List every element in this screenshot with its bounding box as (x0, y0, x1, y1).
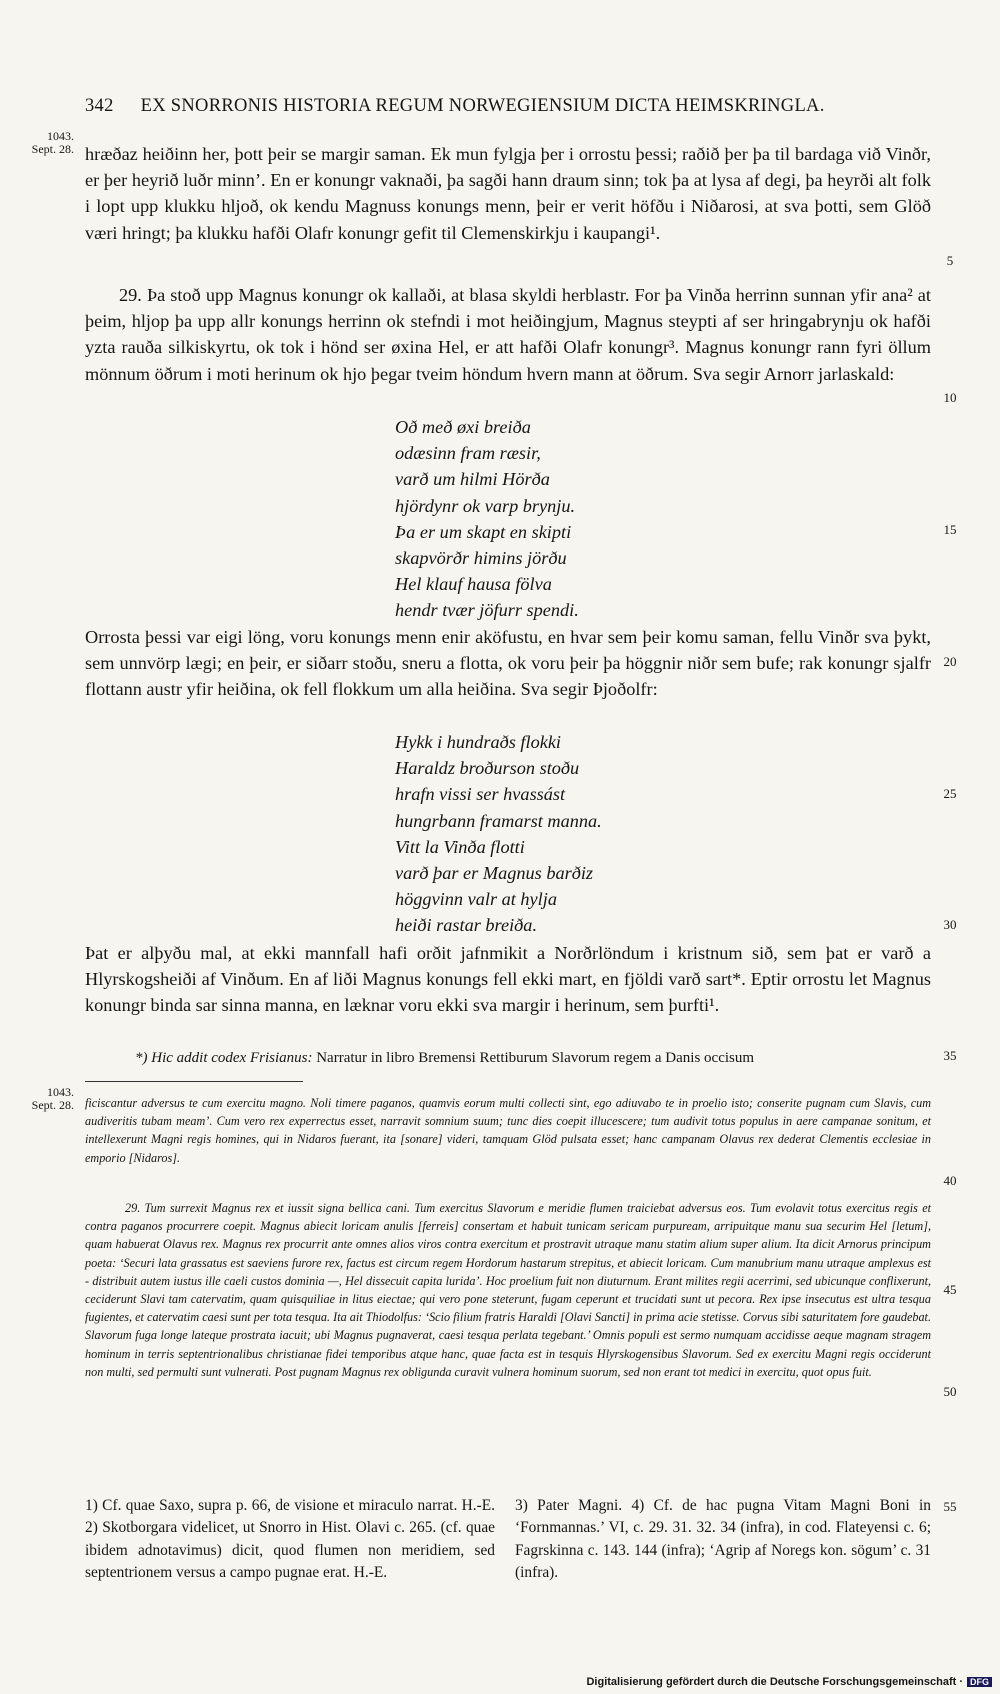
verse-line: hrafn vissi ser hvassást (395, 784, 566, 805)
margin-date: 1043. Sept. 28. (31, 129, 74, 156)
paragraph-text: Þat er alþyðu mal, at ekki mannfall hafi orðit jafnmikit a Norðrlöndum i kristnum sið, sem þat er varð a Hlyrskogsheiði af Vinðum. En af liði Magnus konungs fell ekki mart, en fjöldi varð sart*. Eptir orrostu let Magnus konungr binda sar sinna manna, en læknar voru ekki sva margir i herinum, sem þurfti¹. (85, 943, 931, 1016)
page-number: 342 (85, 96, 114, 116)
verse-block (395, 414, 579, 624)
verse-line: skapvörðr himins jörðu (395, 548, 567, 569)
line-number: 55 (943, 1499, 957, 1514)
line-number: 35 (943, 1048, 957, 1063)
line-number: 45 (943, 1282, 957, 1297)
verse-line: hjördynr ok varp brynju. (395, 495, 576, 516)
verse-block (395, 729, 602, 939)
line-number: 5 (946, 253, 954, 268)
line-number: 40 (943, 1173, 957, 1188)
line-number: 10 (943, 390, 957, 405)
page-header (85, 96, 935, 117)
verse-line: Hel klauf hausa fölva (395, 574, 552, 595)
latin-paragraph: ficiscantur adversus te cum exercitu magno. Noli timere paganos, quamvis eorum multi collecti sint, ego adiuvabo te in proelio isto; conserite pugnam cum Slavis, cum audiveritis tubam meam’. Cum vero rex experrectus esset, narravit somnium suum; tunc dies coepit illucescere; tum audivit totus populus in aere campanae sonitum, et intellexerunt Magni regis homines, qui in Nidaros fuerant, ita [sonare] videri, tamquam Glöd pulsata esset; hanc campanam Olavus rex dederat Clementis ecclesiae in emporio [Nidaros]. (85, 1096, 931, 1165)
verse-line: Oð með øxi breiða (395, 417, 531, 437)
latin-translation (85, 1094, 931, 1167)
latin-translation (85, 1199, 931, 1381)
verse-line: höggvinn valr at hylja (395, 889, 557, 910)
credit-text: Digitalisierung gefördert durch die Deutsche Forschungsgemeinschaft · (586, 1676, 963, 1688)
verse-line: hendr tvær jöfurr spendi. (395, 600, 579, 621)
line-number: 15 (943, 522, 957, 537)
verse-line: heiði rastar breiða. (395, 915, 538, 936)
digitization-credit (586, 1676, 992, 1688)
dfg-logo: DFG (967, 1677, 992, 1687)
footnotes-right: 3) Pater Magni. 4) Cf. de hac pugna Vitam Magni Boni in ‘Fornmannas.’ VI, c. 29. 31. 32. 34 (infra), in cod. Flateyensi c. 6; Fagrskinna c. 143. 144 (infra); ‘Agrip af Noregs kon. sögum’ c. 31 (infra). (515, 1497, 931, 1582)
paragraph-text: 29. Þa stoð upp Magnus konungr ok kallaði, at blasa skyldi herblastr. For þa Vinða herrinn sunnan yfir ana² at þeim, hljop þa upp allr konungs herrinn ok stefndi i mot heiðingjum, Magnus steypti af ser hringabrynju ok hafði yzta rauða silkiskyrtu, ok tok i hönd ser øxina Hel, er att hafði Olafr konungr³. Magnus konungr rann fyri öllum mönnum öðrum i moti herinum ok hjo þegar tveim höndum hvern mann at öðrum. Sva segir Arnorr jarlaskald: (85, 285, 931, 384)
line-number: 50 (943, 1384, 957, 1399)
verse-line: Hykk i hundraðs flokki (395, 732, 562, 752)
star-footnote-lead: *) Hic addit codex Frisianus: (135, 1050, 313, 1066)
verse-line: varð þar er Magnus barðiz (395, 863, 594, 884)
line-number: 30 (943, 917, 957, 932)
paragraph (85, 940, 931, 1019)
paragraph (85, 282, 931, 387)
verse-line: odæsinn fram ræsir, (395, 443, 541, 464)
line-number: 20 (943, 654, 957, 669)
verse-line: Vitt la Vinða flotti (395, 836, 525, 857)
verse-line: hungrbann framarst manna. (395, 810, 602, 831)
line-number: 25 (943, 786, 957, 801)
footnotes-left: 1) Cf. quae Saxo, supra p. 66, de visione et miraculo narrat. H.-E. 2) Skotborgara videlicet, ut Snorro in Hist. Olavi c. 265. (cf. quae ibidem adnotavimus) dicit, quod flumen non meridiem, sed septentrionem versus a campo pugnae erat. H.-E. (85, 1497, 495, 1582)
paragraph-text: hræðaz heiðinn her, þott þeir se margir saman. Ek mun fylgja þer i orrostu þessi; raðið þer þa til bardaga við Vinðr, er þer heyrið luðr minn’. En er konungr vaknaði, þa sagði hann draum sinn; tok þa at lysa af degi, þa heyrði alt folk i lopt upp klukku hljoð, ok kendu Magnuss konungs menn, þeir er verit höfðu i Niðarosi, at sva þotti, sem Glöð væri hringt; þa klukku hafði Olafr konungr gefit til Clemenskirkju i kaupangi¹. (85, 144, 931, 243)
verse-line: varð um hilmi Hörða (395, 469, 550, 490)
star-footnote-text: Narratur in libro Bremensi Rettiburum Slavorum regem a Danis occisum (316, 1050, 755, 1066)
margin-date: 1043. Sept. 28. (31, 1085, 74, 1112)
latin-paragraph: 29. Tum surrexit Magnus rex et iussit signa bellica cani. Tum exercitus Slavorum e meridie flumen traiciebat adversus eos. Tum evolavit totus exercitus regis et contra paganos procurrere coepit. Magnus abiecit loricam anulis [ferreis] consertam et habuit tunicam sericam purpuream, arripuitque manu sua securim Hel [letum], quam habuerat Olavus rex. Magnus rex procurrit ante omnes alios viros contra exercitum et prostravit utraque manu statim alium super alium. Ita dicit Arnorus principum poeta: ‘Securi lata grassatus est saeviens furore rex, factus est circum regem Hordorum hastarum strepitus, et abiecit loricam. Cum manubrium manu utraque amplexus est - distribuit autem iustus ille caeli custos dominia —, Hel dissecuit capita lurida’. Hoc proelium fuit non diuturnum. Erant milites regii acerrimi, sed ubicunque conflixerunt, ceciderunt Slavi tam catervatim, quam quisquiliae in litus eiectae; qui vero pone steterunt, fugam ceperunt et trucidati sunt ut pecora. Rex ipse insecutus est ultra tesqua fugientes, et catervatim caesi sunt per tota tesqua. Ita ait Thiodolfus: ‘Scio filium fratris Haraldi [Olavi Sancti] in prima acie stetisse. Corvus sibi saturitatem fore gaudebat. Slavorum fuga longe lateque prostrata iacuit; ubi Magnus pugnaverat, caesi tesqua perlata tegebant.’ Omnis populi est sermo numquam accidisse aeque magnam stragem hominum in terris septentrionalibus christianae fidei temporibus atque hanc, quae facta est in tesquis Hlyrskogensibus Slavorum. Sed ex exercitu Magni regis occiderunt non multi, sed permulti sunt vulnerati. Post pugnam Magnus rex obligunda curavit vulnera hominum suorum, sed non erant tot medici in exercitu, quot opus fuit. (85, 1201, 931, 1379)
verse-line: Haraldz broðurson stoðu (395, 758, 580, 779)
divider (85, 1081, 303, 1082)
running-title: EX SNORRONIS HISTORIA REGUM NORWEGIENSIUM DICTA HEIMSKRINGLA. (140, 96, 825, 116)
paragraph (85, 141, 931, 246)
paragraph (85, 624, 931, 703)
paragraph-text: Orrosta þessi var eigi löng, voru konungs menn enir aköfustu, en hvar sem þeir komu saman, fellu Vinðr sva þykt, sem unnvörp lægi; en þeir, er siðarr stoðu, sneru a flotta, ok voru þeir þa höggnir niðr sem bufe; rak konungr sjalfr flottann austr yfir heiðina, ok fell flokkum um alla heiðina. Sva segir Þjoðolfr: (85, 627, 931, 700)
verse-line: Þa er um skapt en skipti (395, 521, 572, 542)
star-footnote (85, 1048, 931, 1068)
